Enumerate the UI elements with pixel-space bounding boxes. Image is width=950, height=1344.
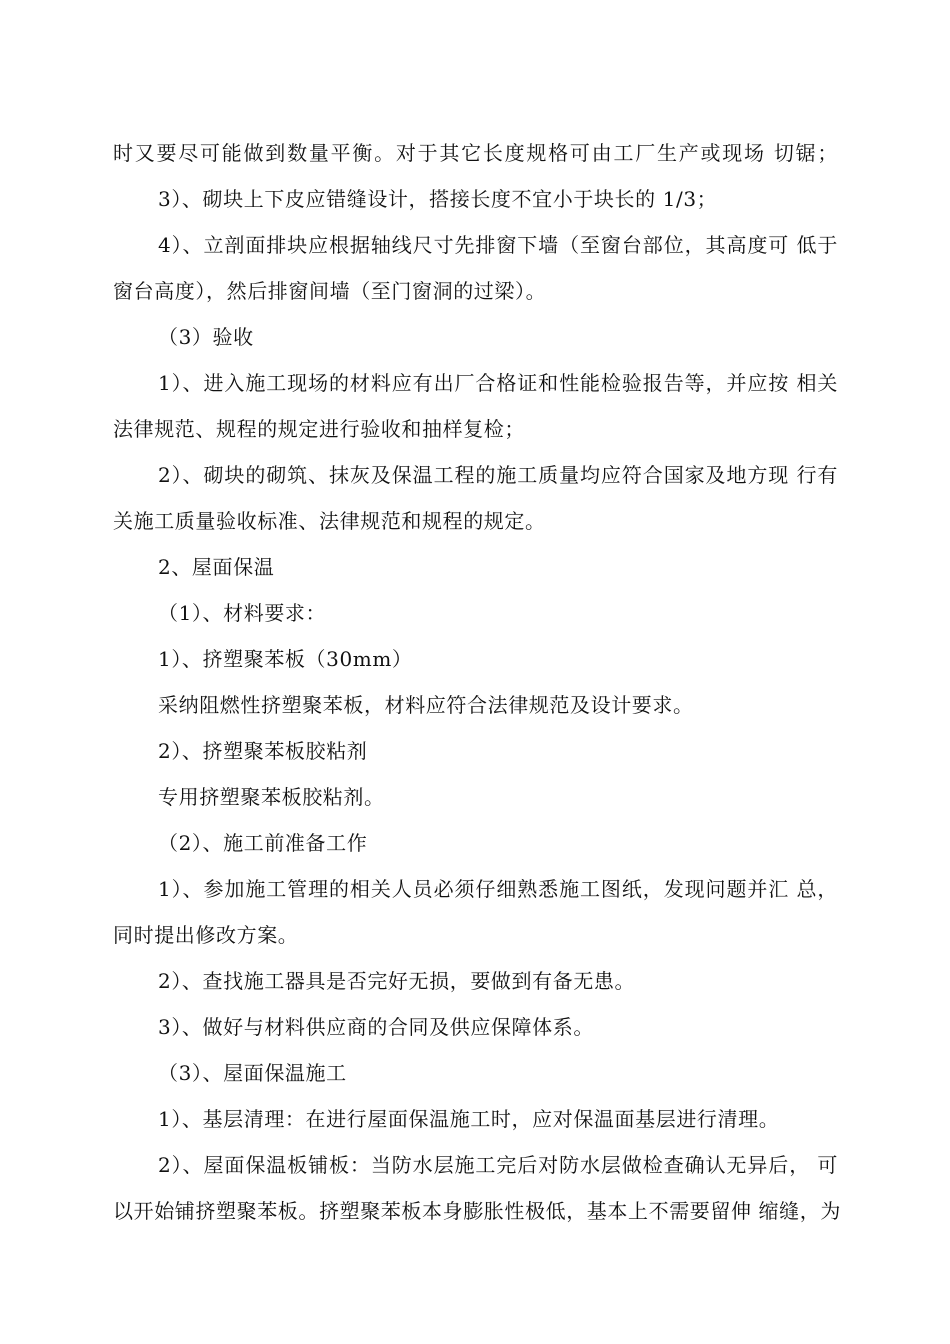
section-heading-roof-insulation: 2、屋面保温 bbox=[158, 555, 275, 579]
list-item-4: 4）、立剖面排块应根据轴线尺寸先排窗下墙（至窗台部位，其高度可 低于 bbox=[158, 233, 838, 257]
subsection-heading-preparation: （2）、施工前准备工作 bbox=[158, 831, 368, 855]
paragraph-line: 专用挤塑聚苯板胶粘剂。 bbox=[158, 785, 385, 809]
subsection-heading-roof-construction: （3）、屋面保温施工 bbox=[158, 1061, 347, 1085]
paragraph-line: 采纳阻燃性挤塑聚苯板，材料应符合法律规范及设计要求。 bbox=[158, 693, 694, 717]
list-item-2: 2）、挤塑聚苯板胶粘剂 bbox=[158, 739, 368, 763]
paragraph-line: 法律规范、规程的规定进行验收和抽样复检； bbox=[113, 417, 525, 441]
paragraph-line: 时又要尽可能做到数量平衡。对于其它长度规格可由工厂生产或现场 切锯； bbox=[113, 141, 838, 165]
list-item-1: 1）、参加施工管理的相关人员必须仔细熟悉施工图纸，发现问题并汇 总， bbox=[158, 877, 838, 901]
list-item-2: 2）、砌块的砌筑、抹灰及保温工程的施工质量均应符合国家及地方现 行有 bbox=[158, 463, 838, 487]
list-item-3: 3）、砌块上下皮应错缝设计，搭接长度不宜小于块长的 1/3； bbox=[158, 187, 718, 211]
list-item-1: 1）、进入施工现场的材料应有出厂合格证和性能检验报告等，并应按 相关 bbox=[158, 371, 838, 395]
subsection-heading-materials: （1）、材料要求： bbox=[158, 601, 327, 625]
paragraph-line: 关施工质量验收标准、法律规范和规程的规定。 bbox=[113, 509, 546, 533]
paragraph-line: 以开始铺挤塑聚苯板。挤塑聚苯板本身膨胀性极低，基本上不需要留伸 缩缝，为 bbox=[113, 1199, 841, 1223]
paragraph-line: 窗台高度），然后排窗间墙（至门窗洞的过梁）。 bbox=[113, 279, 547, 303]
section-heading-acceptance: （3）验收 bbox=[158, 325, 254, 349]
list-item-1: 1）、基层清理：在进行屋面保温施工时，应对保温面基层进行清理。 bbox=[158, 1107, 780, 1131]
paragraph-line: 同时提出修改方案。 bbox=[113, 923, 299, 947]
list-item-2: 2）、查找施工器具是否完好无损，要做到有备无患。 bbox=[158, 969, 636, 993]
list-item-3: 3）、做好与材料供应商的合同及供应保障体系。 bbox=[158, 1015, 594, 1039]
list-item-1: 1）、挤塑聚苯板（30mm） bbox=[158, 647, 413, 671]
list-item-2: 2）、屋面保温板铺板：当防水层施工完后对防水层做检查确认无异后， 可 bbox=[158, 1153, 838, 1177]
